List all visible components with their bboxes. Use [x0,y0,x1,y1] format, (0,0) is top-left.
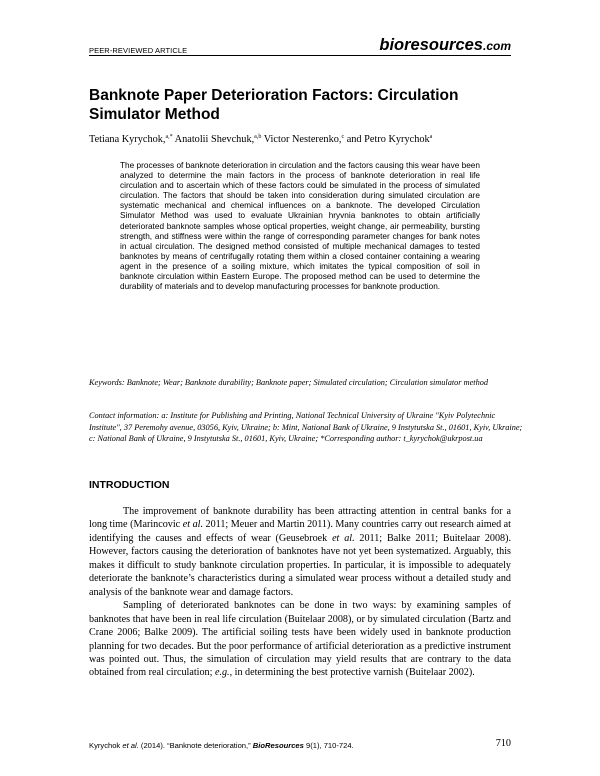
footer-citation [89,741,354,750]
paragraph-text: The improvement of banknote durability has been attracting attention in central banks for a long time (Marincovic [89,506,511,531]
footer-journal: BioResources [252,741,304,750]
paragraph-italic: e.g. [214,667,230,679]
author-name: Tetiana Kyrychok, [89,134,166,145]
footer-etal: et al. [122,741,139,750]
paragraph [89,599,511,680]
footer-title: (2014). “Banknote deterioration,” [138,741,253,750]
author-name: and Petro Kyrychok [344,134,430,145]
author-affiliation: a [429,134,433,140]
abstract: The processes of banknote deterioration in circulation and the factors causing this wear have been analyzed to determine the main factors in the process of banknote deterioration in real life circulation and to ascertain which of these factors could be simulated in the process of simulated circulation. The factors that should be taken into consideration during simulated circulation are systematic mechanical and chemical influences on a banknote. The developed Circulation Simulator Method was used to evaluate Ukrainian hryvnia banknotes to obtain artificially deteriorated banknote samples whose optical properties, weight change, air permeability, bursting strength, and stiffness were within the range of corresponding parameter changes for bank notes in actual circulation. The designed method consisted of multiple mechanical damages to tested banknotes by means of centrifugally rotating them within a closed container containing a wearing agent in the presence of a soiling mixture, which imitates the typical composition of soil in banknote circulation within Eastern Europe. The proposed method can be used to determine the durability of materials and to develop manufacturing processes for banknote production. [120,161,480,292]
paragraph-italic: et al. [332,532,355,544]
page-number: 710 [495,738,511,749]
journal-brand [376,36,511,55]
paragraph-text: 2011; Meuer and Martin 2011). Many countries carry out research aimed at identifying the causes and effects of wear (Geusebroek [89,519,511,544]
paragraph-text: Sampling of deteriorated banknotes can be done in two ways: by examining samples of banknotes that have been in real life circulation (Buitelaar 2008), or by simulated circulation (Bartz and Crane 2006; Balke 2009). The artificial soiling tests have been widely used in banknote production planning for two decades. But the poor performance of artificial deterioration as a predictive instrument was pointed out. Thus, the simulation of circulation may yield results that are contrary to the data obtained from real circulation; [89,600,511,679]
paragraph [89,505,511,599]
author-affiliation: a,b [254,134,262,140]
paragraph-text: 2011; Balke 2011; Buitelaar 2008). However, factors causing the deterioration of banknotes have not yet been systematized. Arguably, this makes it difficult to study banknote circulation properties. In particular, it is impossible to adequately deteriorate the banknote’s characteristics during a simulated wear process without a detailed study and analysis of the banknote wear and damage factors. [89,532,511,598]
author-affiliation: c [341,134,345,140]
body-text [89,505,511,680]
section-heading: INTRODUCTION [89,479,170,491]
journal-brand-suffix: .com [482,39,511,53]
footer-author: Kyrychok [89,741,123,750]
contact-information: Contact information: a: Institute for Publishing and Printing, National Technical University of Ukraine "Kyiv Polytechnic Institute", 37 Peremohy avenue, 03056, Kyiv, Ukraine; b: Mint, National Bank of Ukraine, 9 Instytutska St., 01601, Kyiv, Ukraine; c: National Bank of Ukraine, 9 Instytutska St., 01601, Kyiv, Ukraine; *Corresponding author: t_kyrychok@ukrpost.ua [89,411,523,444]
author-list [89,134,432,145]
author-name: Anatolii Shevchuk, [172,134,255,145]
paragraph-italic: et al. [182,519,203,531]
journal-brand-name: bioresources [379,36,483,54]
running-header-label: PEER-REVIEWED ARTICLE [89,46,188,55]
keywords: Keywords: Banknote; Wear; Banknote durability; Banknote paper; Simulated circulation; Circulation simulator method [89,378,489,387]
author-name: Victor Nesterenko, [261,134,342,145]
header-rule [89,55,511,56]
footer-volume: 9(1), 710-724. [303,741,354,750]
paragraph-text: , in determining the best protective varnish (Buitelaar 2002). [229,667,475,679]
article-title: Banknote Paper Deterioration Factors: Circulation Simulator Method [89,87,459,123]
author-affiliation: a,* [165,134,173,140]
